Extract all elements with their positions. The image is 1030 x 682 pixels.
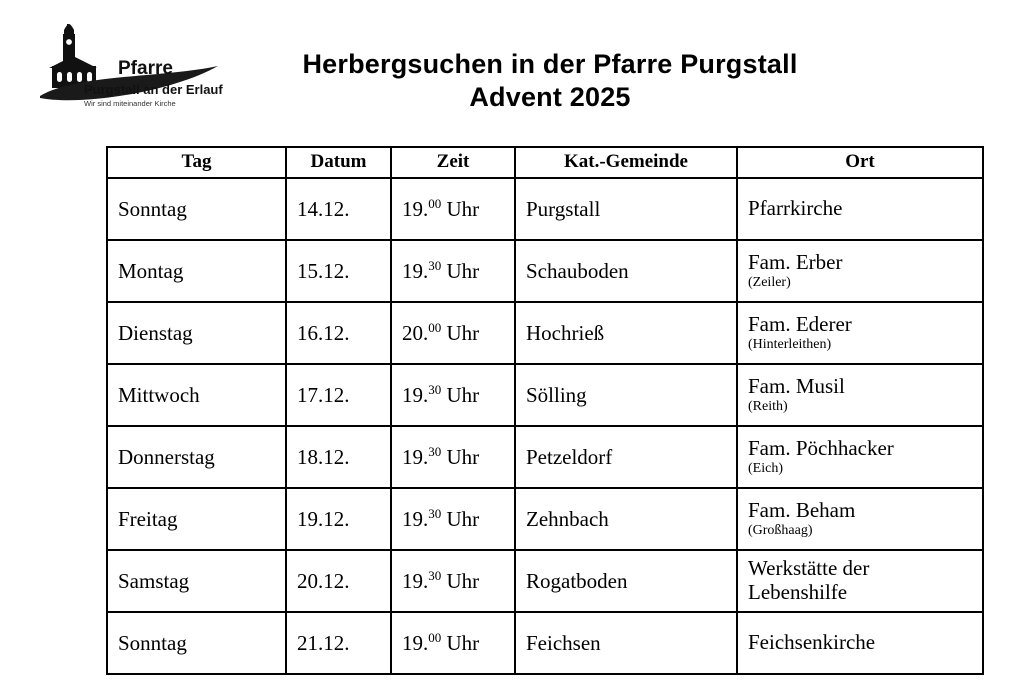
cell-gemeinde: Feichsen [515, 612, 737, 674]
cell-datum: 17.12. [286, 364, 391, 426]
title-line-2: Advent 2025 [469, 81, 631, 112]
ort-sub-label: (Zeiler) [748, 274, 791, 290]
zeit-hour: 19. [402, 506, 429, 531]
cell-ort [737, 240, 983, 302]
church-icon [49, 24, 97, 88]
column-header-tag: Tag [107, 147, 286, 178]
table-row [107, 302, 983, 364]
table-row [107, 550, 983, 612]
svg-text:Pfarre: Pfarre [118, 58, 173, 79]
ort-main: Werkstätte der [748, 556, 870, 581]
column-header-gemeinde: Kat.-Gemeinde [515, 147, 737, 178]
cell-datum: 18.12. [286, 426, 391, 488]
column-header-zeit: Zeit [391, 147, 515, 178]
cell-gemeinde: Sölling [515, 364, 737, 426]
cell-zeit [391, 426, 515, 488]
cell-gemeinde: Zehnbach [515, 488, 737, 550]
table-header-row [107, 147, 983, 178]
zeit-unit: Uhr [446, 320, 480, 345]
table-row [107, 612, 983, 674]
cell-datum: 19.12. [286, 488, 391, 550]
ort-main: Fam. Erber [748, 250, 843, 275]
page-title [230, 48, 870, 114]
ort-sub-label: (Großhaag) [748, 522, 813, 538]
cell-ort [737, 426, 983, 488]
cell-tag: Freitag [107, 488, 286, 550]
schedule-table [106, 146, 984, 675]
title-line-1: Herbergsuchen in der Pfarre Purgstall [302, 49, 798, 79]
ort-main: Fam. Ederer [748, 312, 852, 337]
ort-main: Feichsenkirche [748, 630, 876, 655]
cell-gemeinde: Schauboden [515, 240, 737, 302]
cell-tag: Mittwoch [107, 364, 286, 426]
zeit-hour: 19. [402, 568, 429, 593]
zeit-minutes: 00 [428, 319, 442, 335]
zeit-minutes: 30 [428, 257, 442, 273]
ort-second-line: Lebenshilfe [748, 580, 848, 604]
pfarre-logo [22, 22, 227, 114]
cell-tag: Donnerstag [107, 426, 286, 488]
column-header-datum: Datum [286, 147, 391, 178]
ort-main: Fam. Pöchhacker [748, 436, 894, 461]
cell-zeit [391, 240, 515, 302]
zeit-unit: Uhr [446, 258, 480, 283]
cell-ort [737, 488, 983, 550]
cell-tag: Montag [107, 240, 286, 302]
cell-ort [737, 302, 983, 364]
zeit-minutes: 30 [428, 443, 442, 459]
zeit-unit: Uhr [446, 630, 480, 655]
cell-zeit [391, 364, 515, 426]
zeit-minutes: 00 [428, 629, 442, 645]
cell-gemeinde: Rogatboden [515, 550, 737, 612]
zeit-hour: 20. [402, 320, 429, 345]
zeit-hour: 19. [402, 630, 429, 655]
ort-sub-label: (Reith) [748, 398, 788, 414]
table-row [107, 178, 983, 240]
cell-ort [737, 364, 983, 426]
zeit-unit: Uhr [446, 196, 480, 221]
zeit-unit: Uhr [446, 506, 480, 531]
cell-gemeinde: Purgstall [515, 178, 737, 240]
cell-datum: 21.12. [286, 612, 391, 674]
ort-main: Fam. Musil [748, 374, 845, 399]
zeit-hour: 19. [402, 258, 429, 283]
zeit-minutes: 00 [428, 195, 442, 211]
cell-datum: 15.12. [286, 240, 391, 302]
zeit-minutes: 30 [428, 505, 442, 521]
cell-datum: 20.12. [286, 550, 391, 612]
zeit-unit: Uhr [446, 568, 480, 593]
table-body [107, 178, 983, 674]
cell-zeit [391, 612, 515, 674]
cell-tag: Dienstag [107, 302, 286, 364]
zeit-minutes: 30 [428, 381, 442, 397]
zeit-minutes: 30 [428, 567, 442, 583]
table-header [107, 147, 983, 178]
ort-sub-label: (Hinterleithen) [748, 336, 832, 352]
table-row [107, 488, 983, 550]
cell-ort [737, 178, 983, 240]
cell-zeit [391, 488, 515, 550]
cell-zeit [391, 550, 515, 612]
schedule-table-container [106, 146, 984, 675]
table-row [107, 364, 983, 426]
cell-ort [737, 550, 983, 612]
cell-tag: Sonntag [107, 178, 286, 240]
svg-text:Wir sind miteinander Kirche: Wir sind miteinander Kirche [84, 99, 176, 108]
cell-gemeinde: Hochrieß [515, 302, 737, 364]
zeit-unit: Uhr [446, 444, 480, 469]
ort-main: Pfarrkirche [748, 196, 843, 221]
ort-main: Fam. Beham [748, 498, 856, 523]
zeit-unit: Uhr [446, 382, 480, 407]
cell-zeit [391, 178, 515, 240]
zeit-hour: 19. [402, 444, 429, 469]
zeit-hour: 19. [402, 196, 429, 221]
cell-tag: Samstag [107, 550, 286, 612]
table-row [107, 240, 983, 302]
cell-datum: 16.12. [286, 302, 391, 364]
cell-gemeinde: Petzeldorf [515, 426, 737, 488]
cell-zeit [391, 302, 515, 364]
cell-ort [737, 612, 983, 674]
zeit-hour: 19. [402, 382, 429, 407]
ort-sub-label: (Eich) [748, 460, 783, 476]
cell-tag: Sonntag [107, 612, 286, 674]
svg-text:Purgstall an der Erlauf: Purgstall an der Erlauf [84, 82, 223, 97]
column-header-ort: Ort [737, 147, 983, 178]
table-row [107, 426, 983, 488]
cell-datum: 14.12. [286, 178, 391, 240]
